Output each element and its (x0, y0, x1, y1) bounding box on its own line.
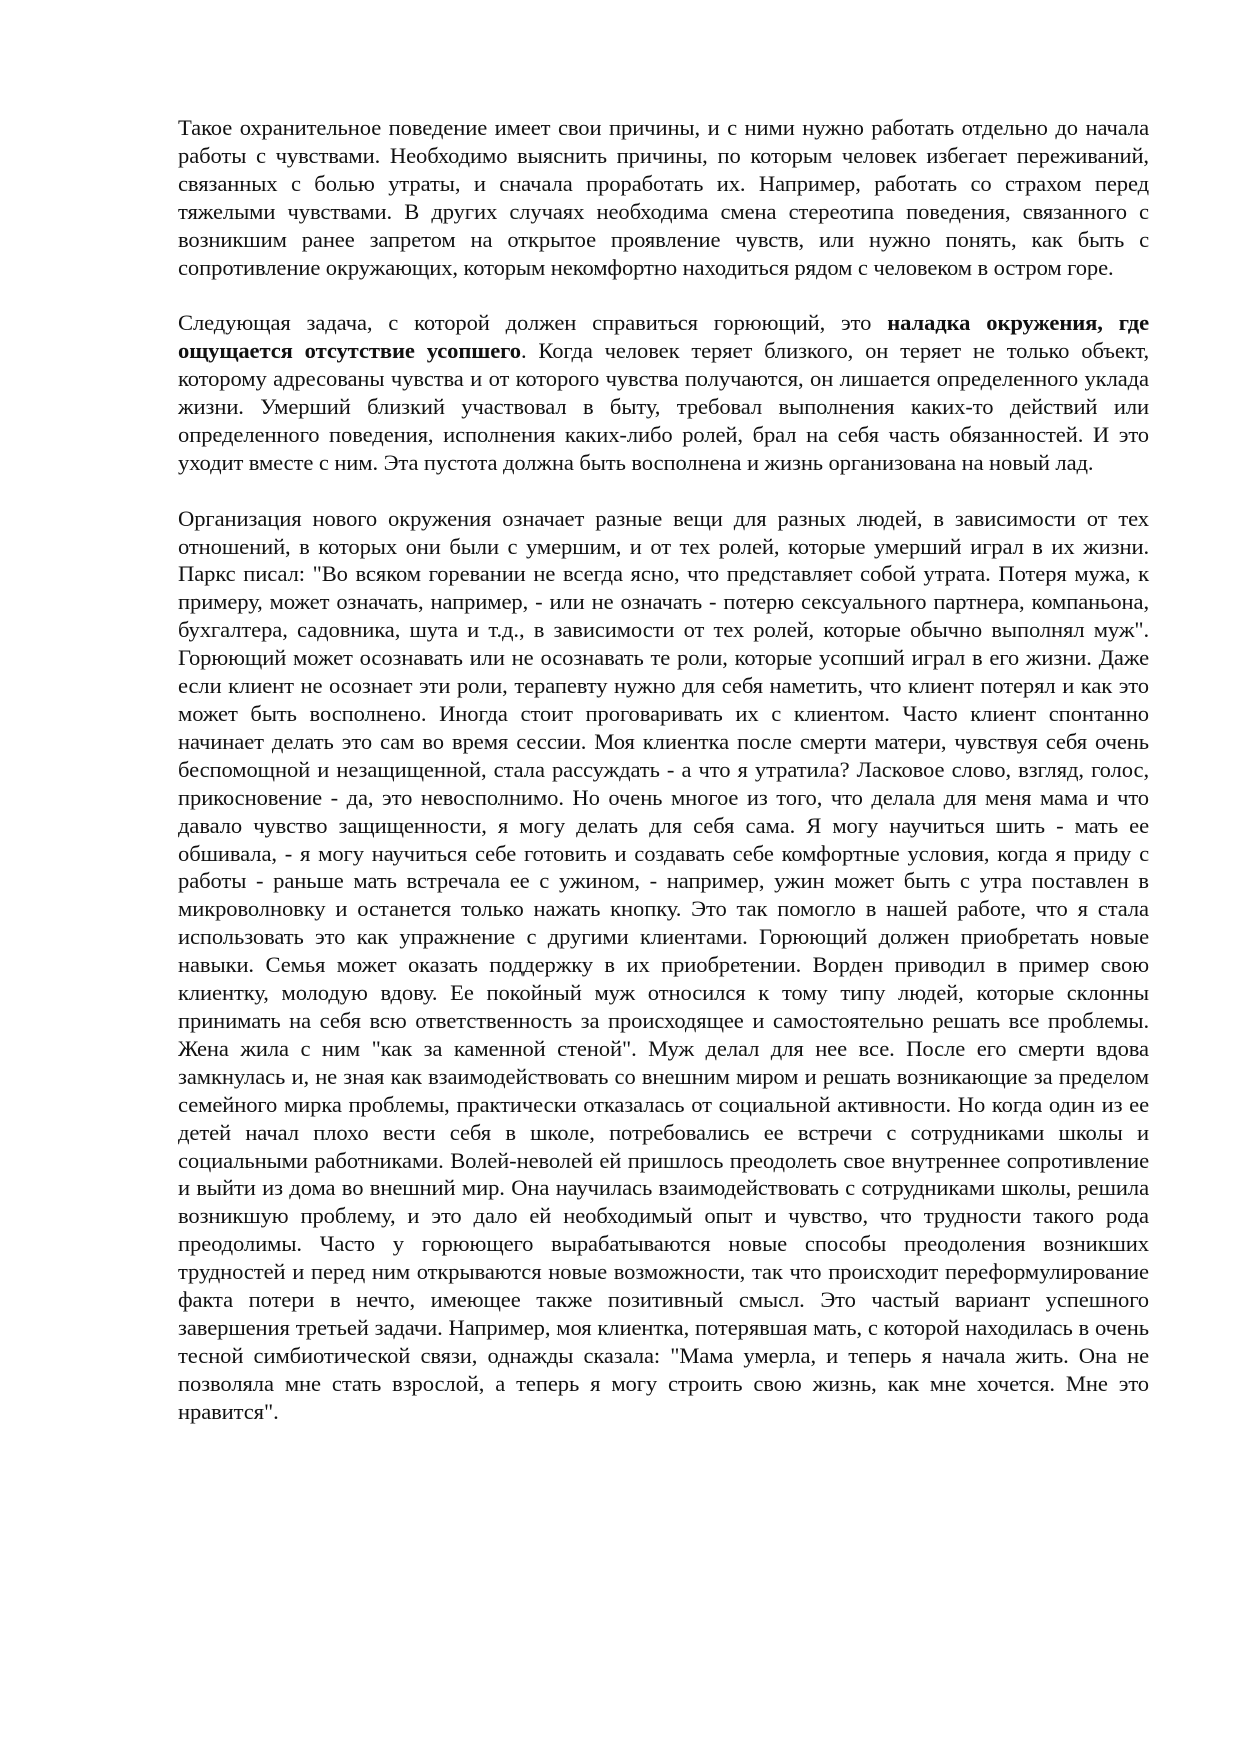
paragraph-text: Организация нового окружения означает разные вещи для разных людей, в зависимости от тех отношений, в которых они были с умершим, и от тех ролей, которые умерший играл в их жизни. Паркс писал: "Во всяком горевании не всегда ясно, что представляет собой утрата. Потеря мужа, к примеру, может означать, например, - или не означать - потерю сексуального партнера, компаньона, бухгалтера, садовника, шута и т.д., в зависимости от тех ролей, которые обычно выполнял муж". Горюющий может осознавать или не осознавать те роли, которые усопший играл в его жизни. Даже если клиент не осознает эти роли, терапевту нужно для себя наметить, что клиент потерял и как это может быть восполнено. Иногда стоит проговаривать их с клиентом. Часто клиент спонтанно начинает делать это сам во время сессии. Моя клиентка после смерти матери, чувствуя себя очень беспомощной и незащищенной, стала рассуждать - а что я утратила? Ласковое слово, взгляд, голос, прикосновение - да, это невосполнимо. Но очень многое из того, что делала для меня мама и что давало чувство защищенности, я могу делать для себя сама. Я могу научиться шить - мать ее обшивала, - я могу научиться себе готовить и создавать себе комфортные условия, когда я приду с работы - раньше мать встречала ее с ужином, - например, ужин может быть с утра поставлен в микроволновку и останется только нажать кнопку. Это так помогло в нашей работе, что я стала использовать это как упражнение с другими клиентами. Горюющий должен приобретать новые навыки. Семья может оказать поддержку в их приобретении. Ворден приводил в пример свою клиентку, молодую вдову. Ее покойный муж относился к тому типу людей, которые склонны принимать на себя всю ответственность за происходящее и самостоятельно решать все проблемы. Жена жила с ним "как за каменной стеной". Муж делал для нее все. После его смерти вдова замкнулась и, не зная как взаимодействовать со внешним миром и решать возникающие за пределом семейного мирка проблемы, практически отказалась от социальной активности. Но когда один из ее детей начал плохо вести себя в школе, потребовались ее встречи с сотрудниками школы и социальными работниками. Волей-неволей ей пришлось преодолеть свое внутреннее сопротивление и выйти из дома во внешний мир. Она научилась взаимодействовать с сотрудниками школы, решила возникшую проблему, и это дало ей необходимый опыт и чувство, что трудности такого рода преодолимы. Часто у горюющего вырабатываются новые способы преодоления возникших трудностей и перед ним открываются новые возможности, так что происходит переформулирование факта потери в нечто, имеющее также позитивный смысл. Это частый вариант успешного завершения третьей задачи. Например, моя клиентка, потерявшая мать, с которой находилась в очень тесной симбиотической связи, однажды сказала: "Мама умерла, и теперь я начала жить. Она не позволяла мне стать взрослой, а теперь я могу строить свою жизнь, как мне хочется. Мне это нравится". (178, 505, 1149, 1424)
paragraph-protective-behavior (178, 114, 1149, 281)
paragraph-text: . Когда человек теряет близкого, он теряет не только объект, которому адресованы чувства и от которого чувства получаются, он лишается определенного уклада жизни. Умерший близкий участвовал в быту, требовал выполнения каких-то действий или определенного поведения, исполнения каких-либо ролей, брал на себя часть обязанностей. И это уходит вместе с ним. Эта пустота должна быть восполнена и жизнь организована на новый лад. (178, 338, 1149, 475)
paragraph-new-environment (178, 505, 1149, 1426)
paragraph-text: Такое охранительное поведение имеет свои причины, и с ними нужно работать отдельно до начала работы с чувствами. Необходимо выяснить причины, по которым человек избегает переживаний, связанных с болью утраты, и сначала проработать их. Например, работать со страхом перед тяжелыми чувствами. В других случаях необходима смена стереотипа поведения, связанного с возникшим ранее запретом на открытое проявление чувств, или нужно понять, как быть с сопротивление окружающих, которым некомфортно находиться рядом с человеком в остром горе. (178, 115, 1149, 280)
bold-emphasis: наладка окружения, где ощущается отсутствие усопшего (178, 310, 1150, 364)
paragraph-text: Следующая задача, с которой должен справиться горюющий, это (178, 310, 888, 336)
document-page (178, 114, 1149, 1426)
paragraph-environment-adjustment (178, 309, 1149, 476)
